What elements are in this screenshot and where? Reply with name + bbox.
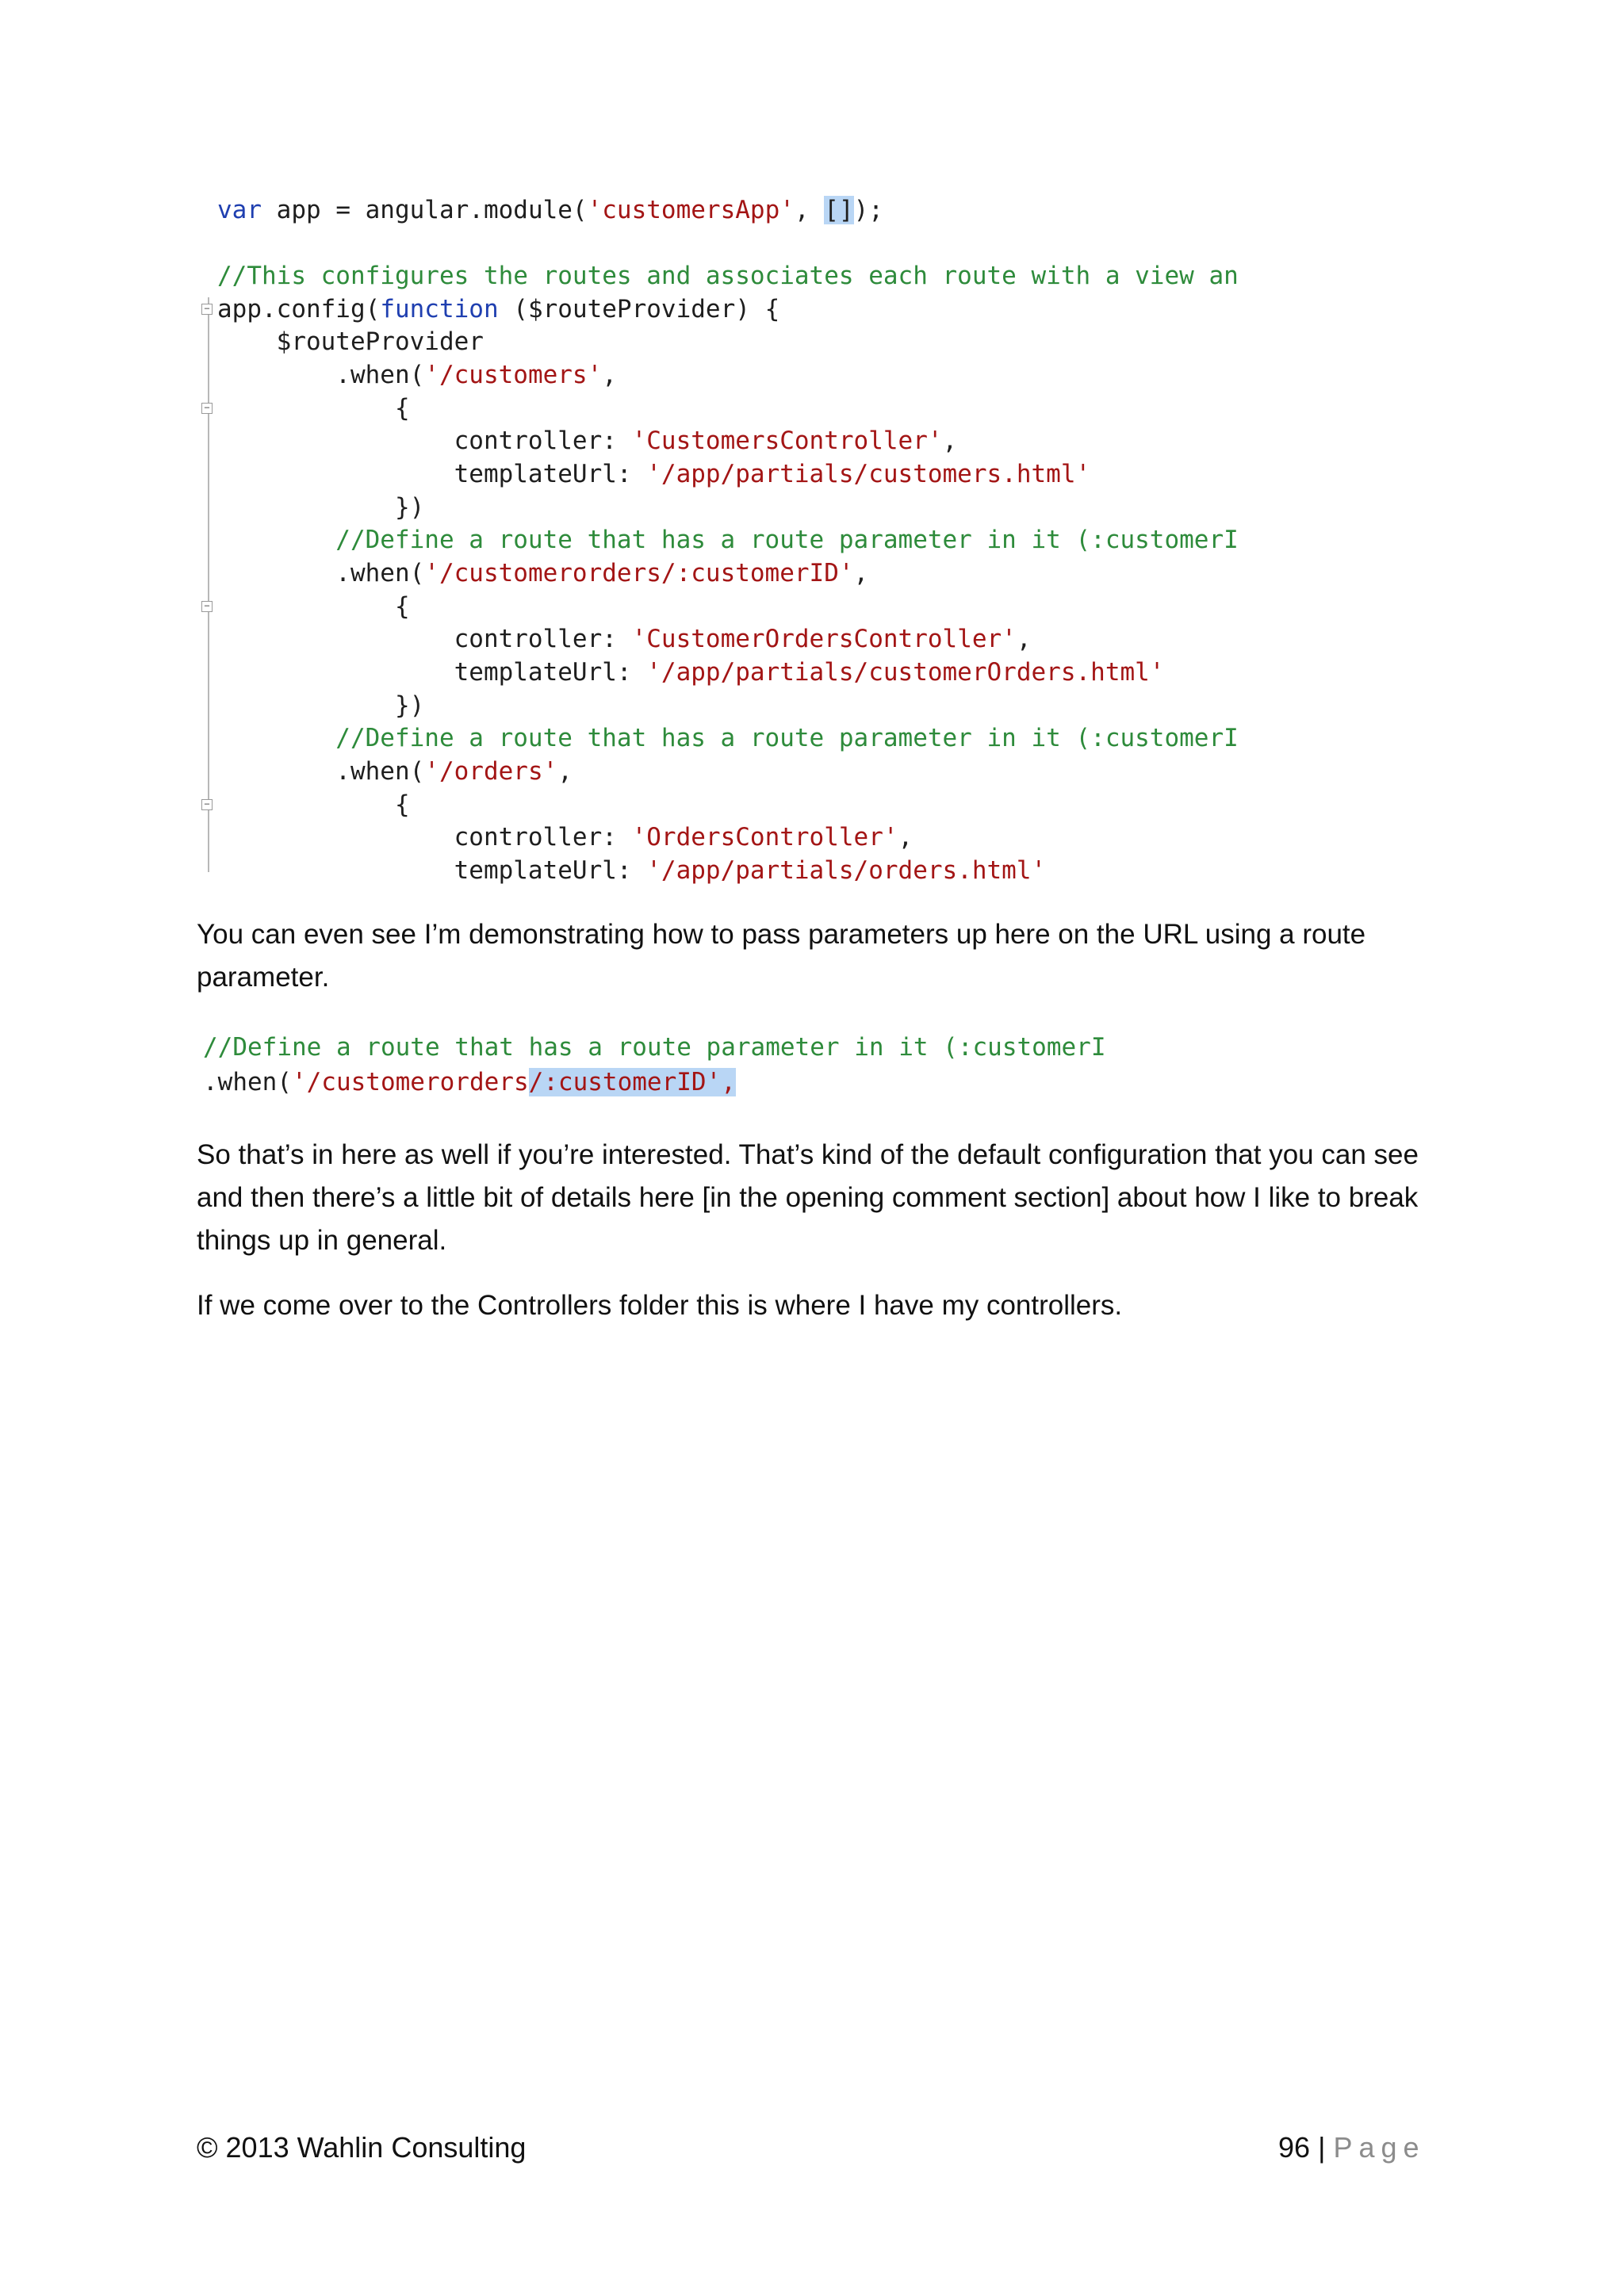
code-token: controller:: [217, 823, 632, 851]
code-token: templateUrl:: [217, 856, 647, 885]
code-line: [217, 722, 1239, 754]
code-token: templateUrl:: [217, 658, 647, 687]
code-line: [217, 293, 779, 325]
code-line: [217, 623, 1032, 655]
code-token: []: [824, 196, 854, 224]
code-token: ,: [602, 361, 617, 389]
code-token: .when(: [217, 559, 425, 587]
code-token: {: [217, 790, 410, 819]
code-token: /:customerID',: [528, 1068, 736, 1096]
body-paragraph: So that’s in here as well if you’re interested. That’s kind of the default configuration that you can see and then there’s a little bit of details here [in the opening comment section] about how I like to break things up in general.: [197, 1139, 1419, 1256]
code-token: ,: [1016, 625, 1032, 653]
code-screenshot-routes: [200, 186, 1239, 885]
code-token: .when(: [217, 757, 425, 786]
code-token: ,: [557, 757, 573, 786]
code-token: templateUrl:: [217, 460, 647, 488]
code-token: 'OrdersController': [631, 823, 898, 851]
code-token: ,: [898, 823, 914, 851]
code-token: controller:: [217, 625, 632, 653]
code-token: );: [853, 196, 883, 224]
code-token: ($routeProvider) {: [498, 295, 780, 323]
code-token: 'CustomersController': [631, 427, 943, 455]
code-line: [217, 789, 410, 821]
code-line: [217, 260, 1239, 292]
code-token: app = angular.module(: [262, 196, 588, 224]
code-line: [217, 591, 410, 622]
collapse-icon: −: [201, 304, 213, 315]
code-token: }): [217, 493, 425, 522]
code-line: [217, 690, 424, 721]
code-token: 'customersApp': [587, 196, 795, 224]
code-token: var: [217, 196, 262, 224]
code-token: //Define a route that has a route parameter in it (:customerI: [203, 1033, 1106, 1062]
code-token: '/orders': [424, 757, 558, 786]
code-token: '/app/partials/orders.html': [646, 856, 1047, 885]
code-token: app.config(: [217, 295, 381, 323]
code-line: [217, 194, 883, 226]
footer-page-number: [1278, 2128, 1426, 2168]
code-line: [217, 821, 913, 853]
collapse-icon: −: [201, 799, 213, 810]
code-line: [217, 326, 484, 358]
code-line: [203, 1031, 1105, 1063]
code-line: [217, 557, 868, 589]
code-screenshot-route-param: [200, 1027, 1106, 1106]
code-line: [217, 524, 1239, 556]
code-line: [217, 656, 1164, 688]
collapse-icon: −: [201, 601, 213, 612]
code-token: ,: [794, 196, 825, 224]
code-line: [217, 359, 617, 391]
body-paragraph: You can even see I’m demonstrating how to pass parameters up here on the URL using a route parameter.: [197, 919, 1366, 993]
code-token: '/customers': [424, 361, 603, 389]
code-line: [217, 392, 410, 424]
code-token: '/customerorders/:customerID': [424, 559, 854, 587]
code-line: [217, 425, 957, 457]
code-line: [203, 1066, 736, 1098]
code-token: function: [380, 295, 499, 323]
body-paragraph: If we come over to the Controllers folder this is where I have my controllers.: [197, 1290, 1123, 1321]
code-token: ,: [853, 559, 869, 587]
code-token: //Define a route that has a route parameter in it (:customerI: [217, 526, 1239, 554]
code-token: {: [217, 394, 410, 423]
code-token: //Define a route that has a route parameter in it (:customerI: [217, 724, 1239, 752]
code-token: controller:: [217, 427, 632, 455]
code-line: [217, 492, 424, 523]
code-token: '/app/partials/customerOrders.html': [646, 658, 1165, 687]
code-token: .when(: [203, 1068, 292, 1096]
code-token: //This configures the routes and associates each route with a view an: [217, 262, 1239, 290]
code-fold-gutter: [208, 297, 209, 872]
page-number: 96: [1278, 2131, 1311, 2164]
code-token: ,: [942, 427, 958, 455]
code-token: {: [217, 592, 410, 621]
code-line: [217, 756, 573, 787]
code-line: [217, 458, 1090, 490]
code-token: 'CustomerOrdersController': [631, 625, 1017, 653]
code-token: .when(: [217, 361, 425, 389]
page-label: Page: [1333, 2131, 1426, 2164]
page-separator: |: [1318, 2131, 1326, 2164]
code-token: '/customerorders: [291, 1068, 529, 1096]
code-token: '/app/partials/customers.html': [646, 460, 1091, 488]
footer-copyright: © 2013 Wahlin Consulting: [197, 2131, 527, 2164]
code-line: [217, 855, 1046, 886]
code-token: }): [217, 691, 425, 720]
collapse-icon: −: [201, 403, 213, 414]
code-token: $routeProvider: [217, 327, 484, 356]
